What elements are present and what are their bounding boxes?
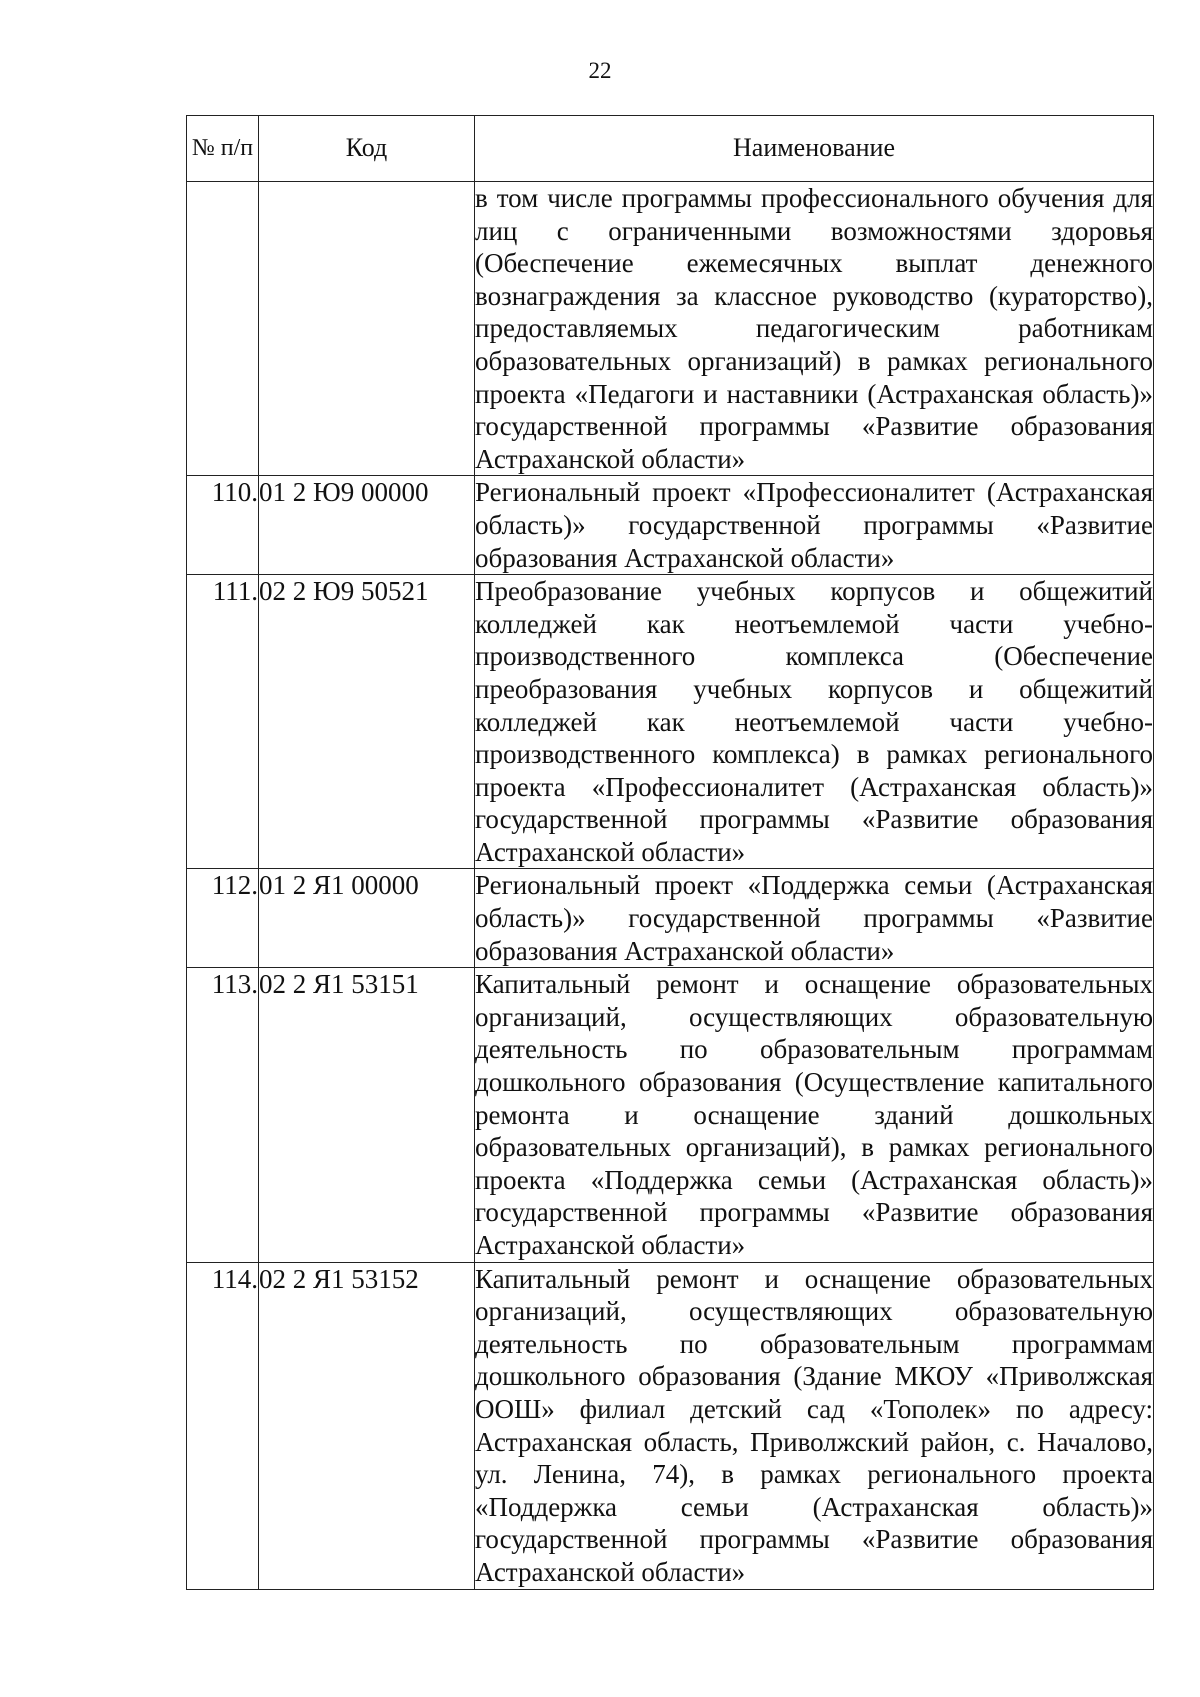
table-row (187, 1262, 1154, 1589)
column-header-name: Наименование (475, 116, 1154, 182)
table-row (187, 182, 1154, 476)
page-number: 22 (588, 58, 612, 83)
row-name: Региональный проект «Профессионалитет (Астраханская область)» государственной программы «Развитие образования Астраханской области» (475, 476, 1154, 575)
table-header-row (187, 116, 1154, 182)
table-row (187, 476, 1154, 575)
table-row (187, 575, 1154, 869)
row-number: 110. (187, 476, 259, 575)
table-row (187, 869, 1154, 968)
row-code: 02 2 Я1 53152 (259, 1262, 475, 1589)
row-number: 111. (187, 575, 259, 869)
row-number: 113. (187, 968, 259, 1262)
row-name: в том числе программы профессионального обучения для лиц с ограниченными возможностями здоровья (Обеспечение ежемесячных выплат денежного вознаграждения за классное руководство (кураторство), предоставляемых педагогическим работникам образовательных организаций) в рамках регионального проекта «Педагоги и наставники (Астраханская область)» государственной программы «Развитие образования Астраханской области» (475, 182, 1154, 476)
table-row (187, 968, 1154, 1262)
row-number: 112. (187, 869, 259, 968)
column-header-code: Код (259, 116, 475, 182)
row-code: 01 2 Ю9 00000 (259, 476, 475, 575)
row-name: Региональный проект «Поддержка семьи (Астраханская область)» государственной программы «Развитие образования Астраханской области» (475, 869, 1154, 968)
budget-code-table (186, 115, 1154, 1590)
row-number: 114. (187, 1262, 259, 1589)
row-name: Преобразование учебных корпусов и общежитий колледжей как неотъемлемой части учебно-производственного комплекса (Обеспечение преобразования учебных корпусов и общежитий колледжей как неотъемлемой части учебно-производственного комплекса) в рамках регионального проекта «Профессионалитет (Астраханская область)» государственной программы «Развитие образования Астраханской области» (475, 575, 1154, 869)
row-name: Капитальный ремонт и оснащение образовательных организаций, осуществляющих образовательную деятельность по образовательным программам дошкольного образования (Здание МКОУ «Приволжская ООШ» филиал детский сад «Тополек» по адресу: Астраханская область, Приволжский район, с. Началово, ул. Ленина, 74), в рамках регионального проекта «Поддержка семьи (Астраханская область)» государственной программы «Развитие образования Астраханской области» (475, 1262, 1154, 1589)
column-header-number: № п/п (187, 116, 259, 182)
row-code (259, 182, 475, 476)
row-code: 02 2 Ю9 50521 (259, 575, 475, 869)
row-number (187, 182, 259, 476)
row-code: 02 2 Я1 53151 (259, 968, 475, 1262)
row-name: Капитальный ремонт и оснащение образовательных организаций, осуществляющих образовательную деятельность по образовательным программам дошкольного образования (Осуществление капитального ремонта и оснащение зданий дошкольных образовательных организаций), в рамках регионального проекта «Поддержка семьи (Астраханская область)» государственной программы «Развитие образования Астраханской области» (475, 968, 1154, 1262)
row-code: 01 2 Я1 00000 (259, 869, 475, 968)
